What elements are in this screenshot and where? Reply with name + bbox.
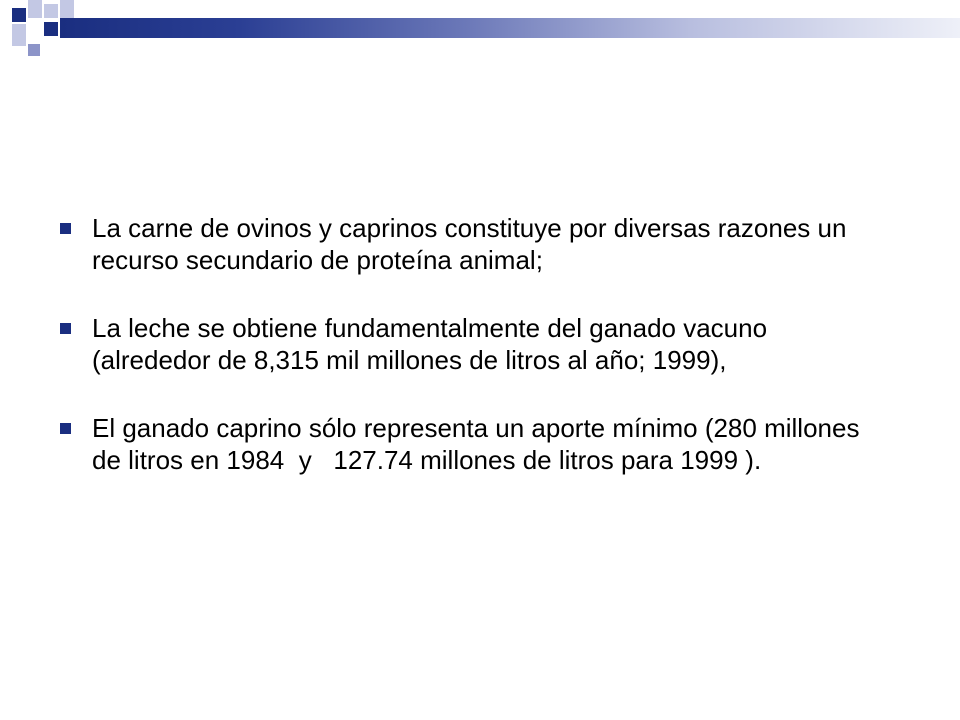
bullet-item-meat (60, 212, 880, 276)
bullet-item-milk (60, 312, 880, 376)
decorative-square (60, 0, 74, 18)
decorative-square (44, 4, 58, 18)
decorative-square (12, 24, 26, 46)
header-gradient-band (60, 18, 960, 38)
square-bullet-icon (60, 323, 71, 334)
bullet-text: La leche se obtiene fundamentalmente del ganado vacuno (alrededor de 8,315 mil millones de litros al año; 1999), (92, 313, 768, 375)
square-bullet-icon (60, 423, 71, 434)
decorative-square (12, 8, 26, 22)
decorative-square (44, 22, 58, 36)
bullet-text: El ganado caprino sólo representa un aporte mínimo (280 millones de litros en 1984 y 127.74 millones de litros para 1999 ). (92, 413, 867, 475)
decorative-square (28, 0, 42, 18)
bullet-item-goat (60, 412, 880, 476)
bullet-text: La carne de ovinos y caprinos constituye por diversas razones un recurso secundario de proteína animal; (92, 213, 847, 275)
bullet-list (60, 212, 880, 512)
decorative-square (28, 44, 40, 56)
square-bullet-icon (60, 223, 71, 234)
